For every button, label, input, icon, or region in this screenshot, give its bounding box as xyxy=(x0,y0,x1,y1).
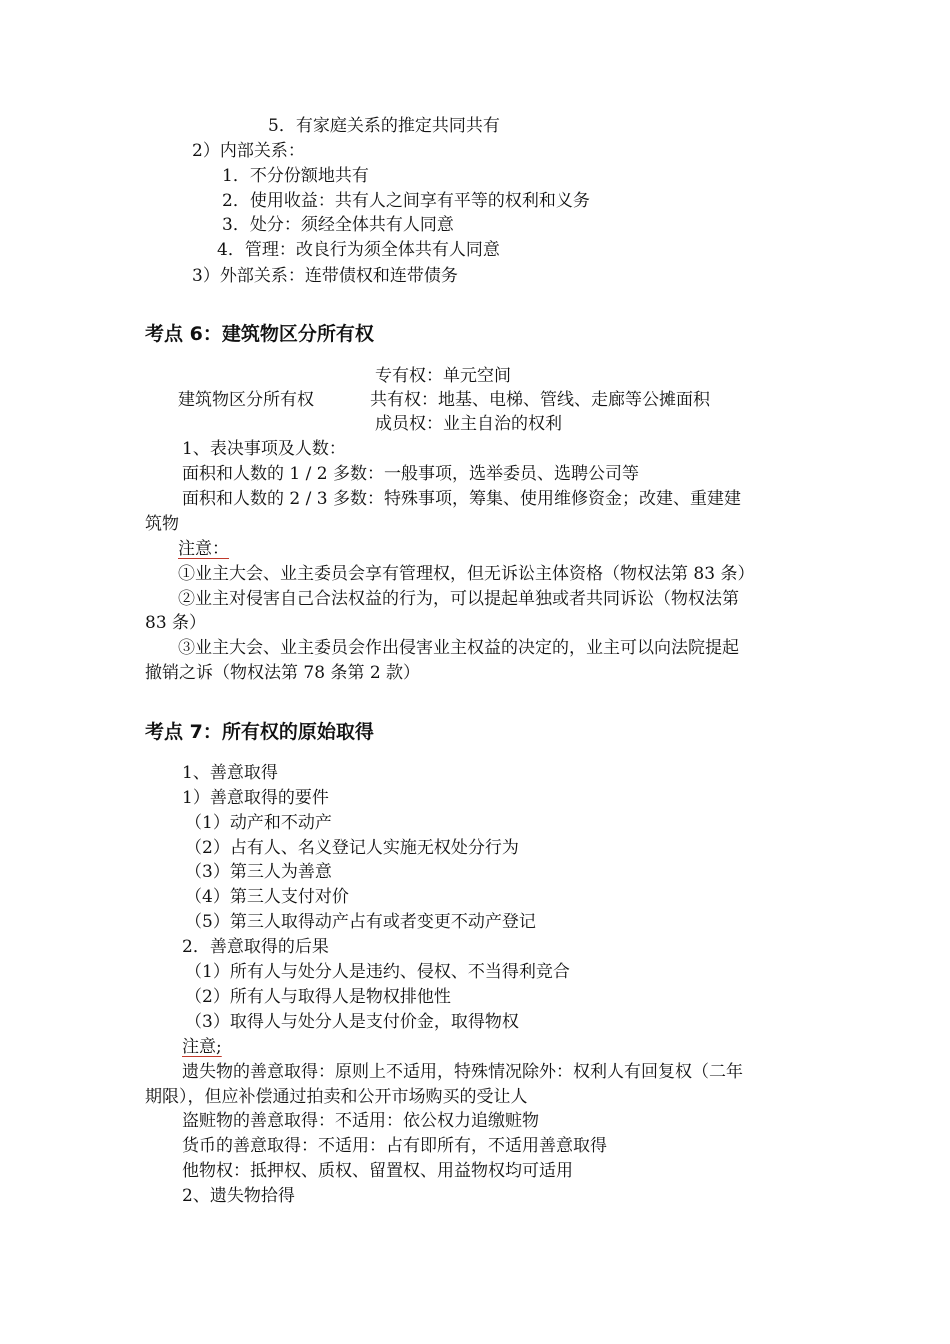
text-line: （2）占有人、名义登记人实施无权处分行为 xyxy=(185,838,519,858)
section-heading: 考点 7：所有权的原始取得 xyxy=(145,721,374,743)
text-line: 共有权：地基、电梯、管线、走廊等公摊面积 xyxy=(370,390,710,410)
text-line: 货币的善意取得：不适用：占有即所有，不适用善意取得 xyxy=(182,1136,607,1156)
text-line: （1）动产和不动产 xyxy=(185,813,332,833)
text-line: 盗赃物的善意取得：不适用：依公权力追缴赃物 xyxy=(182,1111,539,1131)
text-line: 他物权：抵押权、质权、留置权、用益物权均可适用 xyxy=(182,1161,573,1181)
text-line: （5）第三人取得动产占有或者变更不动产登记 xyxy=(185,912,536,932)
text-line: （2）所有人与取得人是物权排他性 xyxy=(185,987,451,1007)
text-line: 5．有家庭关系的推定共同共有 xyxy=(268,116,500,136)
text-line: 83 条） xyxy=(145,613,207,633)
text-line: ③业主大会、业主委员会作出侵害业主权益的决定的，业主可以向法院提起 xyxy=(178,638,739,658)
text-line: 筑物 xyxy=(145,514,179,534)
text-line: （3）取得人与处分人是支付价金，取得物权 xyxy=(185,1012,519,1032)
text-line: 面积和人数的 1 / 2 多数：一般事项，选举委员、选聘公司等 xyxy=(182,464,639,484)
text-line: 1、善意取得 xyxy=(182,763,278,783)
text-line: 4．管理：改良行为须全体共有人同意 xyxy=(217,240,500,260)
text-line: 2）内部关系： xyxy=(192,141,305,161)
text-line: ①业主大会、业主委员会享有管理权，但无诉讼主体资格（物权法第 83 条） xyxy=(178,564,755,584)
text-line: 专有权：单元空间 xyxy=(375,366,511,386)
text-line: 2．使用收益：共有人之间享有平等的权利和义务 xyxy=(222,191,590,211)
text-line: 2．善意取得的后果 xyxy=(182,937,329,957)
text-line: （3）第三人为善意 xyxy=(185,862,332,882)
text-line: 1．不分份额地共有 xyxy=(222,166,369,186)
note-label: 注意： xyxy=(178,539,229,559)
brace-label: 建筑物区分所有权 xyxy=(178,390,314,410)
text-line: 成员权：业主自治的权利 xyxy=(375,414,562,434)
text-line: 撤销之诉（物权法第 78 条第 2 款） xyxy=(145,663,421,683)
text-line: 1）善意取得的要件 xyxy=(182,788,329,808)
text-line: 期限），但应补偿通过拍卖和公开市场购买的受让人 xyxy=(145,1087,528,1107)
text-line: ②业主对侵害自己合法权益的行为，可以提起单独或者共同诉讼（物权法第 xyxy=(178,589,739,609)
text-line: 面积和人数的 2 / 3 多数：特殊事项，筹集、使用维修资金；改建、重建建 xyxy=(182,489,741,509)
text-line: 遗失物的善意取得：原则上不适用，特殊情况除外：权利人有回复权（二年 xyxy=(182,1062,743,1082)
text-line: （1）所有人与处分人是违约、侵权、不当得利竞合 xyxy=(185,962,570,982)
note-label: 注意; xyxy=(182,1037,222,1057)
text-line: 1、表决事项及人数： xyxy=(182,439,346,459)
text-line: 3．处分：须经全体共有人同意 xyxy=(222,215,454,235)
text-line: （4）第三人支付对价 xyxy=(185,887,349,907)
text-line: 2、遗失物拾得 xyxy=(182,1186,295,1206)
section-heading: 考点 6：建筑物区分所有权 xyxy=(145,323,374,345)
text-line: 3）外部关系：连带债权和连带债务 xyxy=(192,266,458,286)
